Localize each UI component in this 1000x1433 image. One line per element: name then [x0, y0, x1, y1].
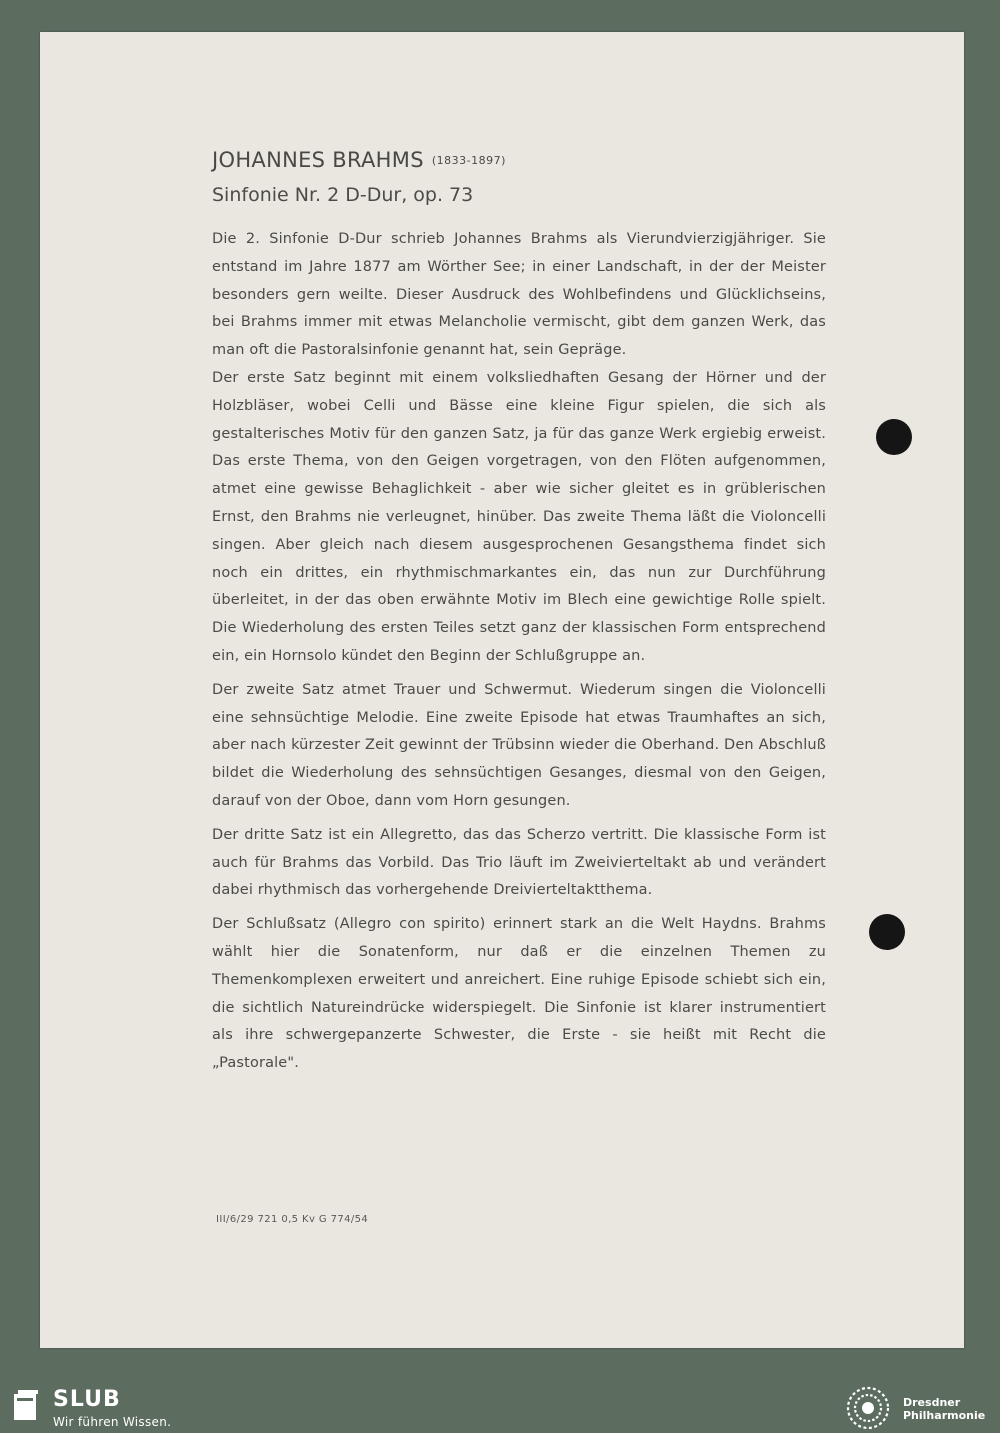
document-page	[40, 32, 964, 1348]
paragraph-first-movement: Der erste Satz beginnt mit einem volksliedhaften Gesang der Hörner und der Holzbläser, wobei Celli und Bässe eine kleine Figur spielen, die sich als gestalterisches Motiv für den ganzen Satz, ja für das ganze Werk ergiebig erweist. Das erste Thema, von den Geigen vorgetragen, von den Flöten aufgenommen, atmet eine gewisse Behaglichkeit - aber wie sicher gleitet es in grüblerischen Ernst, den Brahms nie verleugnet, hinüber. Das zweite Thema läßt die Violoncelli singen. Aber gleich nach diesem ausgesprochenen Gesangsthema findet sich noch ein drittes, ein rhythmischmarkantes ein, das nun zur Durchführung überleitet, in der das oben erwähnte Motiv im Blech eine gewichtige Rolle spielt. Die Wiederholung des ersten Teiles setzt ganz der klassischen Form entsprechend ein, ein Hornsolo kündet den Beginn der Schlußgruppe an.	[212, 369, 826, 664]
paragraph-third-movement: Der dritte Satz ist ein Allegretto, das das Scherzo vertritt. Die klassische Form ist auch für Brahms das Vorbild. Das Trio läuft im Zweivierteltakt ab und verändert dabei rhythmisch das vorhergehende Dreivierteltaktthema.	[212, 826, 826, 899]
philharmonie-name-line1: Dresdner	[903, 1396, 961, 1409]
slub-tagline: Wir führen Wissen.	[53, 1415, 172, 1429]
paragraph-second-movement: Der zweite Satz atmet Trauer und Schwermut. Wiederum singen die Violoncelli eine sehnsüchtige Melodie. Eine zweite Episode hat etwas Traumhaftes an sich, aber nach kürzester Zeit gewinnt der Trübsinn wieder die Oberhand. Den Abschluß bildet die Wiederholung des sehnsüchtigen Gesanges, diesmal von den Geigen, darauf von der Oboe, dann vom Horn gesungen.	[212, 681, 826, 809]
work-title: Sinfonie Nr. 2 D-Dur, op. 73	[212, 184, 474, 206]
philharmonie-name	[903, 1396, 985, 1422]
slub-name[interactable]: SLUB	[53, 1387, 121, 1412]
punch-hole-lower	[869, 914, 905, 950]
print-code: III/6/29 721 0,5 Kv G 774/54	[216, 1214, 369, 1225]
heading	[212, 148, 826, 172]
composer-name: JOHANNES BRAHMS	[212, 148, 424, 172]
composer-dates: (1833-1897)	[431, 154, 506, 167]
paragraph-intro: Die 2. Sinfonie D-Dur schrieb Johannes Brahms als Vierundvierzigjähriger. Sie entstand im Jahre 1877 am Wörther See; in einer Landschaft, in der der Meister besonders gern weilte. Dieser Ausdruck des Wohlbefindens und Glücklichseins, bei Brahms immer mit etwas Melancholie vermischt, gibt dem ganzen Werk, das man oft die Pastoralsinfonie genannt hat, sein Gepräge.	[212, 231, 826, 359]
slub-logo-icon[interactable]	[12, 1388, 40, 1422]
document-body	[212, 148, 826, 1084]
viewer-footer	[0, 1383, 1000, 1433]
punch-hole-upper	[876, 419, 912, 455]
philharmonie-logo-icon[interactable]	[842, 1384, 894, 1432]
philharmonie-name-line2: Philharmonie	[903, 1409, 986, 1422]
paragraph-finale: Der Schlußsatz (Allegro con spirito) erinnert stark an die Welt Haydns. Brahms wählt hier die Sonatenform, nur daß er die einzelnen Themen zu Themenkomplexen erweitert und anreichert. Eine ruhige Episode schiebt sich ein, die sichtlich Natureindrücke widerspiegelt. Die Sinfonie ist klarer instrumentiert als ihre schwergepanzerte Schwester, die Erste - sie heißt mit Recht die „Pastorale".	[212, 916, 826, 1072]
